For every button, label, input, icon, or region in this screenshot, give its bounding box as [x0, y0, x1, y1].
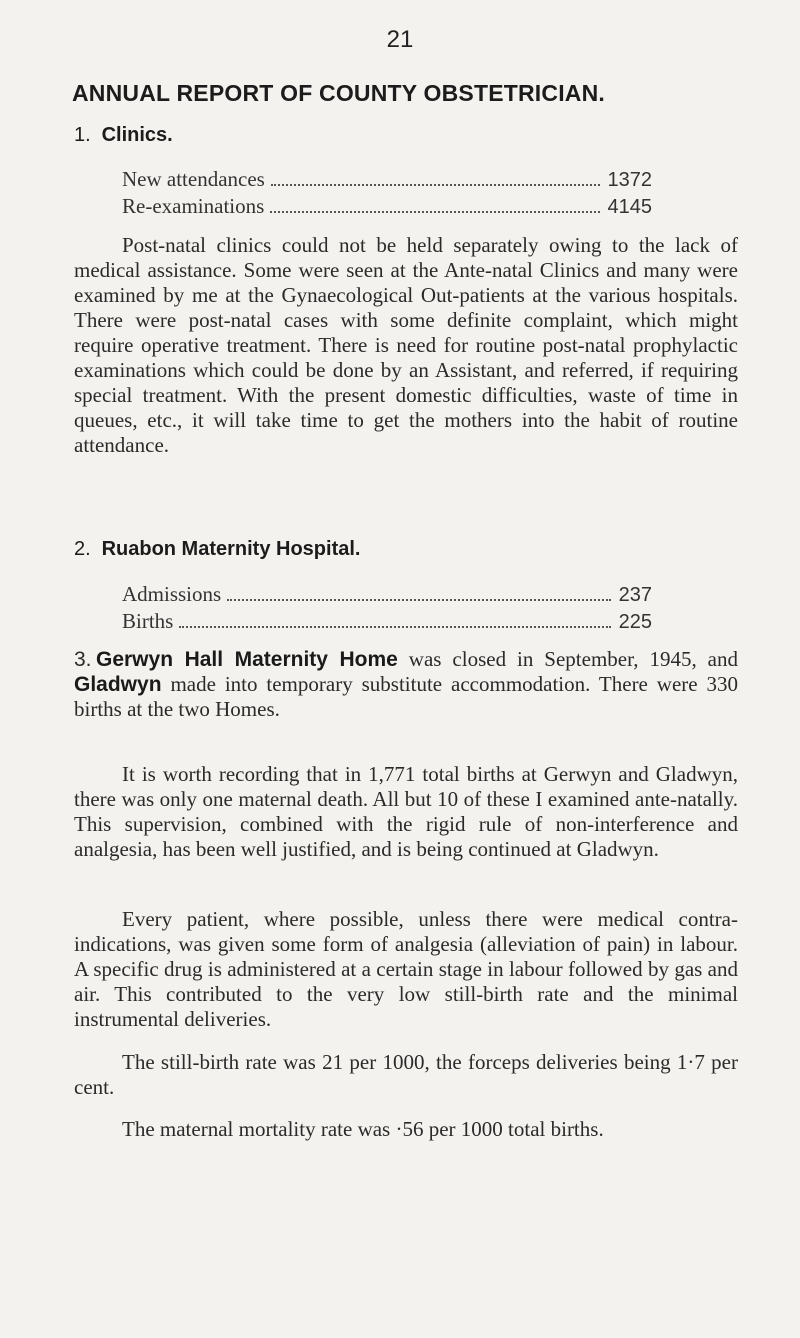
- clinics-stats: [122, 167, 652, 221]
- dot-leader: [270, 211, 599, 213]
- still-birth-paragraph: The still-birth rate was 21 per 1000, the forceps deliveries being 1·7 per cent.: [74, 1050, 738, 1099]
- stat-value: 4145: [607, 196, 652, 218]
- section-number: 1.: [74, 124, 91, 146]
- stat-label: New attendances: [122, 167, 265, 191]
- stat-value: 1372: [607, 169, 652, 191]
- page-number: 21: [386, 26, 414, 53]
- stat-label: Admissions: [122, 582, 222, 606]
- section-heading-clinics: [74, 124, 173, 147]
- section-number: 2.: [74, 538, 91, 560]
- ruabon-stats: [122, 582, 652, 636]
- stat-value: 225: [618, 611, 652, 633]
- section-heading-ruabon: [74, 538, 360, 561]
- stat-row: [122, 194, 652, 221]
- clinics-paragraph: Post-natal clinics could not be held separately owing to the lack of medical assistance. Some were seen at the Ante-natal Clinics and many were examined by me at the Gynaecological Out-patients at the various hospitals. There were post-natal cases with some definite complaint, which might require operative treatment. There is need for routine post-natal prophylactic examinations which could be done by an Assistant, and referred, if requiring special treatment. With the present domestic difficulties, waste of time in queues, etc., it will take time to get the mothers into the habit of routine attendance.: [74, 233, 738, 457]
- section-title: Ruabon Maternity Hospital.: [101, 538, 361, 560]
- section-title: Clinics.: [101, 124, 173, 146]
- stat-value: 237: [618, 584, 652, 606]
- analgesia-paragraph: Every patient, where possible, unless there were medical contra-indications, was given some form of analgesia (alleviation of pain) in labour. A specific drug is administered at a certain stage in labour followed by gas and air. This contributed to the very low still-birth rate and the minimal instrumental deliveries.: [74, 907, 738, 1031]
- paragraph-text: was closed in September, 1945, and: [397, 647, 738, 671]
- dot-leader: [271, 184, 600, 186]
- gerwyn-hall-name: Gerwyn Hall Maternity Home: [96, 648, 398, 671]
- paragraph-text: made into temporary substitute accommodation. There were 330 births at the two Homes.: [74, 672, 738, 721]
- maternal-death-paragraph: It is worth recording that in 1,771 total births at Gerwyn and Gladwyn, there was only one maternal death. All but 10 of these I examined ante-natally. This supervision, combined with the rigid rule of non-interference and analgesia, has been well justified, and is being continued at Gladwyn.: [74, 762, 738, 861]
- stat-row: [122, 609, 652, 636]
- stat-label: Births: [122, 609, 174, 633]
- stat-row: [122, 167, 652, 194]
- maternal-mortality-paragraph: The maternal mortality rate was ·56 per 1000 total births.: [122, 1117, 604, 1141]
- stat-label: Re-examinations: [122, 194, 265, 218]
- section-number: 3.: [74, 648, 92, 671]
- stat-row: [122, 582, 652, 609]
- dot-leader: [227, 599, 610, 601]
- report-title: ANNUAL REPORT OF COUNTY OBSTETRICIAN.: [72, 80, 606, 106]
- dot-leader: [179, 626, 610, 628]
- gladwyn-name: Gladwyn: [74, 673, 162, 696]
- gerwyn-paragraph: [74, 647, 738, 722]
